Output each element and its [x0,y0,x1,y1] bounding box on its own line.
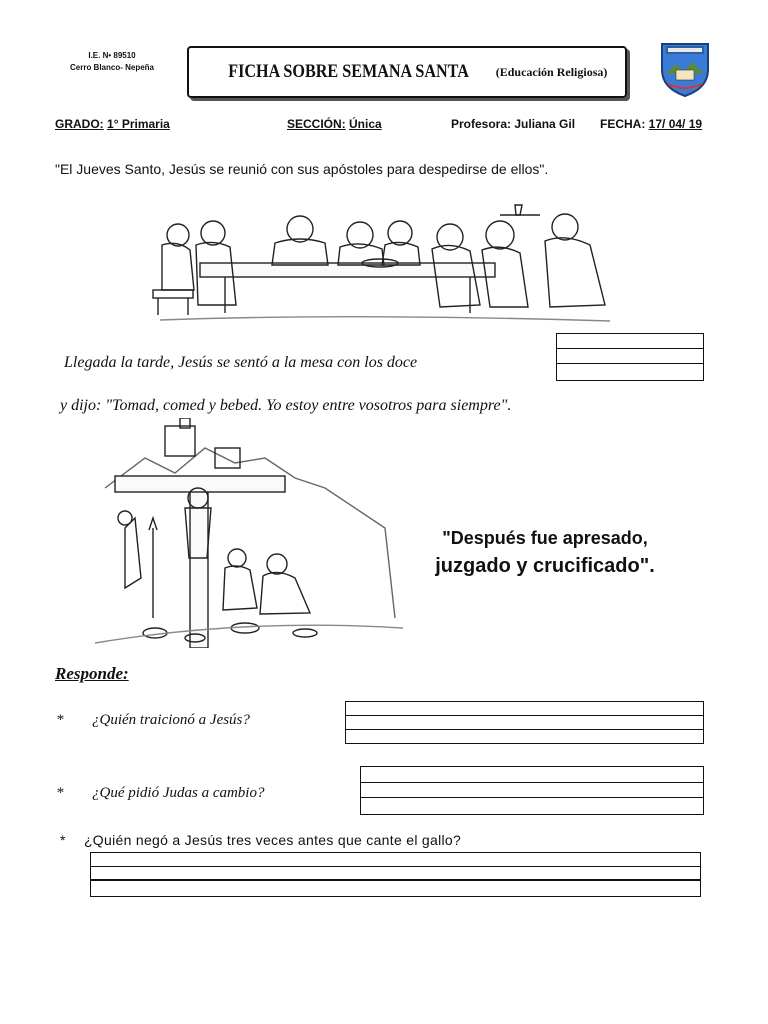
answer-line[interactable] [346,730,703,742]
last-supper-illustration [150,195,620,335]
question-3-bullet: * [60,832,66,848]
school-number: I.E. N• 89510 [88,51,136,60]
fecha-label: FECHA: [600,117,646,131]
crucifixion-quote [400,528,690,578]
intro-quote: "El Jueves Santo, Jesús se reunió con sus apóstoles para despedirse de ellos". [55,161,549,177]
seccion-value: Única [349,117,382,131]
answer-line[interactable] [557,334,703,349]
answer-box-question-1[interactable] [345,701,704,744]
answer-box-question-3[interactable] [90,852,701,897]
fecha-field [600,117,702,131]
sentence-1: Llegada la tarde, Jesús se sentó a la mesa con los doce [64,354,418,371]
question-3 [60,832,461,848]
grado-field [55,117,170,131]
grado-label: GRADO: [55,117,104,131]
crucifixion-illustration [85,418,405,648]
answer-line[interactable] [346,716,703,730]
answer-line[interactable] [361,783,703,798]
seccion-field [287,117,382,131]
answer-box-question-2[interactable] [360,766,704,815]
answer-line[interactable] [91,853,700,867]
answer-line[interactable] [557,349,703,364]
crucifixion-quote-line2: juzgado y crucificado". [435,555,655,577]
question-1-text: ¿Quién traicionó a Jesús? [92,712,250,728]
fecha-value: 17/ 04/ 19 [648,117,703,131]
school-location: Cerro Blanco- Nepeña [69,63,155,72]
answer-line[interactable] [557,364,703,378]
profesora-label: Profesora: [451,117,512,131]
page-title: FICHA SOBRE SEMANA SANTA [227,61,469,82]
school-crest-icon [656,40,714,98]
answer-line[interactable] [91,867,700,881]
grado-value: 1° Primaria [107,117,170,131]
question-3-text: ¿Quién negó a Jesús tres veces antes que cante el gallo? [83,832,462,848]
profesora-value: Juliana Gil [514,117,576,131]
seccion-label: SECCIÓN: [287,117,346,131]
answer-line[interactable] [346,702,703,716]
page-subtitle: (Educación Religiosa) [495,64,608,79]
answer-line[interactable] [361,767,703,783]
question-1-bullet: * [56,712,64,728]
responde-heading: Responde: [55,664,129,683]
title-box [187,46,627,98]
question-2-bullet: * [56,785,64,801]
crucifixion-quote-line1: "Después fue apresado, [442,528,648,548]
profesora-field [451,117,575,131]
sentence-2: y dijo: "Tomad, comed y bebed. Yo estoy entre vosotros para siempre". [60,397,512,414]
answer-box-doce[interactable] [556,333,704,381]
answer-line[interactable] [361,798,703,812]
answer-line[interactable] [91,881,700,894]
question-2-text: ¿Qué pidió Judas a cambio? [92,785,265,801]
school-info [52,50,172,74]
